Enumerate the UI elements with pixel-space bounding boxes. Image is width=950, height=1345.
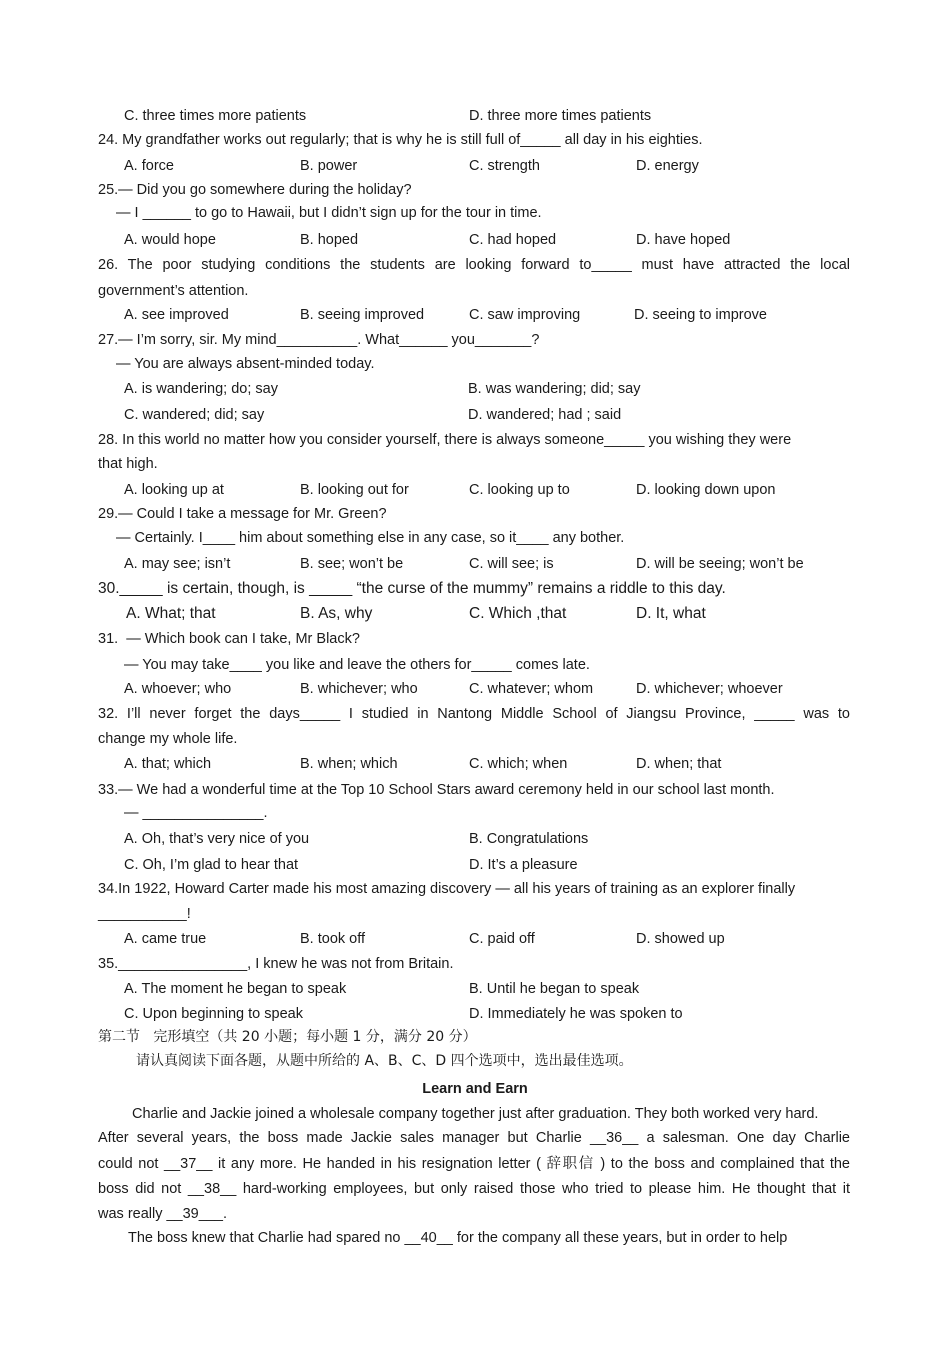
q29-option-a[interactable]: A. may see; isn’t [124,556,231,572]
q30-option-b[interactable]: B. As, why [300,605,373,622]
q31-option-c[interactable]: C. whatever; whom [469,681,594,697]
section-instruction: 请认真阅读下面各题，从题中所给的 A、B、C、D 四个选项中，选出最佳选项。 [136,1053,633,1069]
q23-option-d[interactable]: D. three more times patients [469,108,652,124]
passage-line-3: could not __37__ it any more. He handed in his resignation letter ( 辞职信 ) to the boss and complained that the [98,1156,850,1172]
passage-line-1: Charlie and Jackie joined a wholesale company together just after graduation. They both worked very hard. [132,1106,819,1122]
q26-option-c[interactable]: C. saw improving [469,307,581,323]
q33-option-c[interactable]: C. Oh, I’m glad to hear that [124,857,299,873]
q28-option-c[interactable]: C. looking up to [469,482,570,498]
q32-stem: 32. I’ll never forget the days_____ I studied in Nantong Middle School of Jiangsu Province, _____ was to [98,706,850,722]
q34-option-d[interactable]: D. showed up [636,931,725,947]
q28-option-a[interactable]: A. looking up at [124,482,224,498]
q24-option-a[interactable]: A. force [124,158,174,174]
q24-option-c[interactable]: C. strength [469,158,540,174]
q31-stem: 31. — Which book can I take, Mr Black? [98,631,360,647]
q33-option-a[interactable]: A. Oh, that’s very nice of you [124,831,310,847]
q25-option-b[interactable]: B. hoped [300,232,359,248]
q26-stem-cont: government’s attention. [98,283,249,299]
q33-stem-reply: — _______________. [124,805,268,821]
q28-stem-cont: that high. [98,456,158,472]
q34-option-c[interactable]: C. paid off [469,931,535,947]
q35-option-a[interactable]: A. The moment he began to speak [124,981,347,997]
q27-option-d[interactable]: D. wandered; had ; said [468,407,622,423]
passage-line-2: After several years, the boss made Jackie sales manager but Charlie __36__ a salesman. One day Charlie [98,1130,850,1146]
q23-option-c[interactable]: C. three times more patients [124,108,307,124]
q27-option-b[interactable]: B. was wandering; did; say [468,381,641,397]
q33-option-d[interactable]: D. It’s a pleasure [469,857,578,873]
q34-option-a[interactable]: A. came true [124,931,207,947]
q30-option-c[interactable]: C. Which ,that [469,605,567,622]
q35-option-b[interactable]: B. Until he began to speak [469,981,640,997]
q34-stem-cont: ___________! [98,906,191,922]
passage-line-5: was really __39___. [98,1206,227,1222]
q33-stem: 33.— We had a wonderful time at the Top 10 School Stars award ceremony held in our school last month. [98,782,775,798]
q29-stem-reply: — Certainly. I____ him about something else in any case, so it____ any bother. [116,530,625,546]
q35-stem: 35.________________, I knew he was not from Britain. [98,956,454,972]
q26-option-a[interactable]: A. see improved [124,307,229,323]
section-heading: 第二节 完形填空（共 20 小题；每小题 1 分，满分 20 分） [98,1029,477,1045]
q27-option-a[interactable]: A. is wandering; do; say [124,381,278,397]
q28-option-b[interactable]: B. looking out for [300,482,409,498]
q31-option-d[interactable]: D. whichever; whoever [636,681,783,697]
q25-stem: 25.— Did you go somewhere during the holiday? [98,182,412,198]
q29-option-d[interactable]: D. will be seeing; won’t be [636,556,804,572]
q31-option-a[interactable]: A. whoever; who [124,681,232,697]
q27-stem: 27.— I’m sorry, sir. My mind__________. What______ you_______? [98,332,540,348]
q28-option-d[interactable]: D. looking down upon [636,482,776,498]
q25-stem-reply: — I ______ to go to Hawaii, but I didn’t sign up for the tour in time. [116,205,542,221]
q32-option-a[interactable]: A. that; which [124,756,212,772]
passage-line-4: boss did not __38__ hard-working employees, but only raised those who tried to please him. He thought that it [98,1181,850,1197]
q25-option-c[interactable]: C. had hoped [469,232,557,248]
q24-stem: 24. My grandfather works out regularly; that is why he is still full of_____ all day in his eighties. [98,132,703,148]
q30-option-a[interactable]: A. What; that [126,605,216,622]
q24-option-d[interactable]: D. energy [636,158,699,174]
q29-stem: 29.— Could I take a message for Mr. Green? [98,506,387,522]
q33-option-b[interactable]: B. Congratulations [469,831,589,847]
q31-stem-reply: — You may take____ you like and leave the others for_____ comes late. [124,657,590,673]
q34-stem: 34.In 1922, Howard Carter made his most amazing discovery — all his years of training as an explorer finally [98,881,796,897]
q26-stem: 26. The poor studying conditions the students are looking forward to_____ must have attracted the local [98,257,850,273]
q26-option-b[interactable]: B. seeing improved [300,307,425,323]
q34-option-b[interactable]: B. took off [300,931,366,947]
q35-option-d[interactable]: D. Immediately he was spoken to [469,1006,683,1022]
q32-stem-cont: change my whole life. [98,731,238,747]
q30-stem: 30._____ is certain, though, is _____ “the curse of the mummy” remains a riddle to this day. [98,580,726,597]
q28-stem: 28. In this world no matter how you consider yourself, there is always someone_____ you wishing they were [98,432,792,448]
q35-option-c[interactable]: C. Upon beginning to speak [124,1006,303,1022]
q25-option-a[interactable]: A. would hope [124,232,216,248]
q26-option-d[interactable]: D. seeing to improve [634,307,767,323]
passage-line-6: The boss knew that Charlie had spared no __40__ for the company all these years, but in order to help [128,1230,788,1246]
q31-option-b[interactable]: B. whichever; who [300,681,418,697]
q32-option-c[interactable]: C. which; when [469,756,568,772]
q27-option-c[interactable]: C. wandered; did; say [124,407,265,423]
q25-option-d[interactable]: D. have hoped [636,232,731,248]
q32-option-d[interactable]: D. when; that [636,756,722,772]
q30-option-d[interactable]: D. It, what [636,605,706,622]
q32-option-b[interactable]: B. when; which [300,756,398,772]
q27-stem-reply: — You are always absent-minded today. [116,356,375,372]
passage-title: Learn and Earn [422,1081,528,1097]
q29-option-b[interactable]: B. see; won’t be [300,556,404,572]
q24-option-b[interactable]: B. power [300,158,358,174]
q29-option-c[interactable]: C. will see; is [469,556,554,572]
